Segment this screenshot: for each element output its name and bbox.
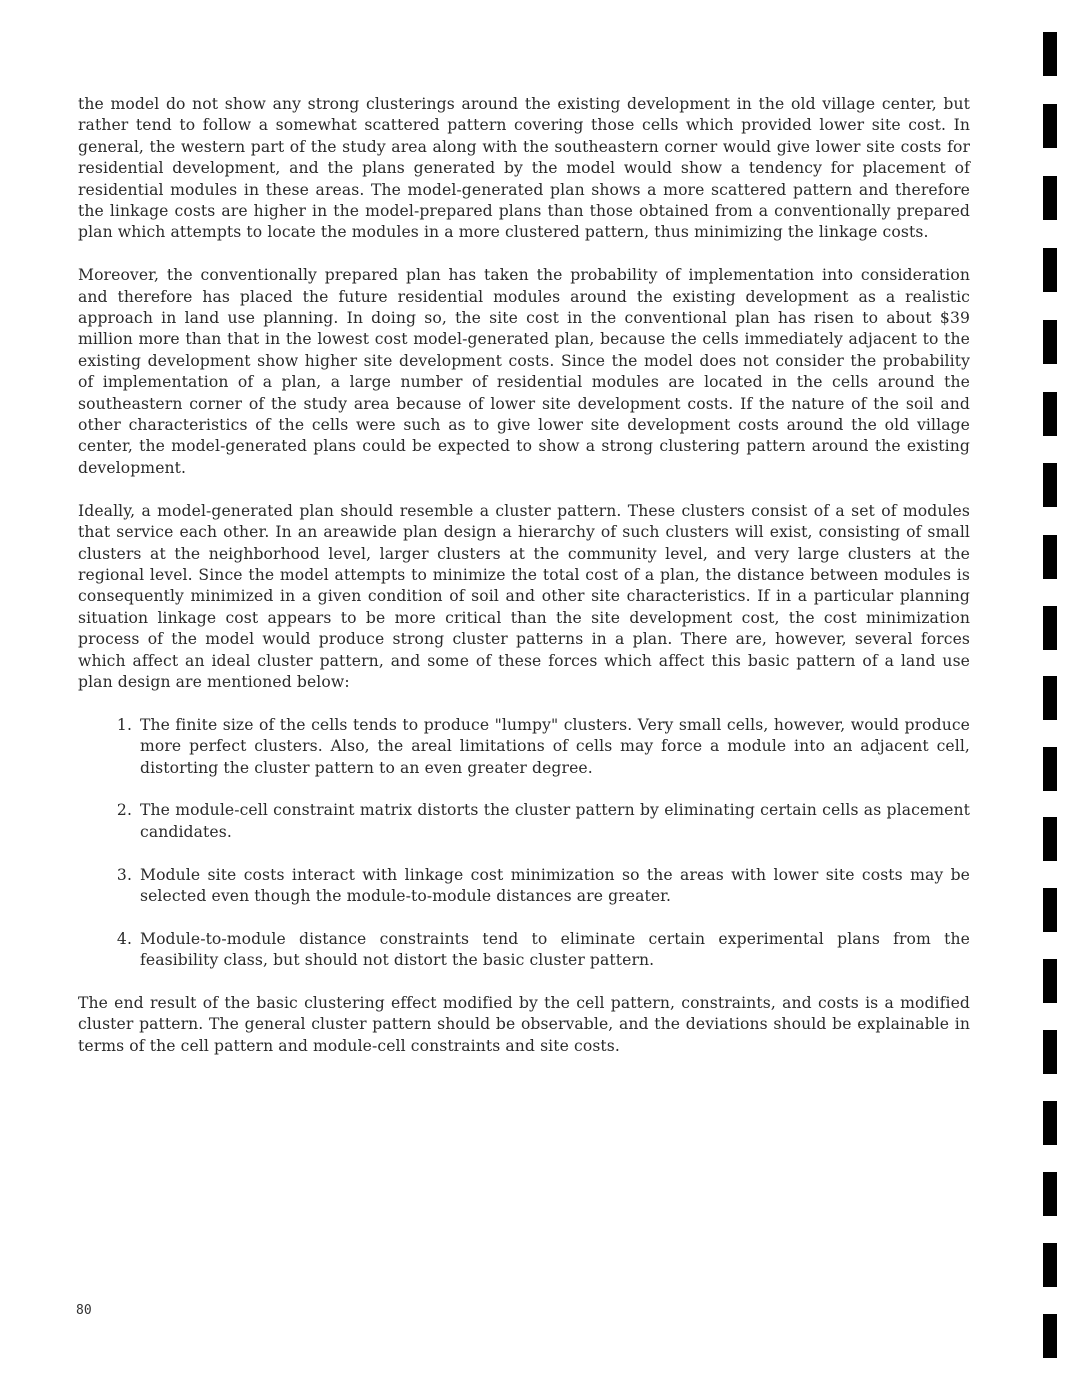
cluster-forces-list xyxy=(78,715,970,972)
timing-mark xyxy=(1043,1314,1057,1358)
timing-mark xyxy=(1043,535,1057,579)
timing-mark xyxy=(1043,1243,1057,1287)
list-item-text: The module-cell constraint matrix distorts the cluster pattern by eliminating certain cells as placement candidates. xyxy=(140,801,970,841)
timing-mark xyxy=(1043,176,1057,220)
timing-mark xyxy=(1043,959,1057,1003)
timing-mark xyxy=(1043,676,1057,720)
timing-mark xyxy=(1043,1030,1057,1074)
timing-mark xyxy=(1043,248,1057,292)
timing-mark xyxy=(1043,606,1057,650)
list-item-text: Module-to-module distance constraints tend to eliminate certain experimental plans from the feasibility class, but should not distort the basic cluster pattern. xyxy=(140,929,970,970)
timing-mark xyxy=(1043,32,1057,76)
scan-timing-marks xyxy=(1043,0,1063,1380)
timing-mark xyxy=(1043,1172,1057,1216)
timing-mark xyxy=(1043,320,1057,364)
timing-mark xyxy=(1043,747,1057,791)
list-item xyxy=(78,800,970,843)
list-item-number: 4. xyxy=(116,929,132,948)
paragraph-conventional-plan: Moreover, the conventionally prepared plan has taken the probability of implementation into consideration and therefore has placed the future residential modules around the existing development as a realistic approach in land use planning. In doing so, the site cost in the conventional plan has risen to about $39 million more than that in the lowest cost model-generated plan, because the cells immediately adjacent to the existing development show higher site development costs. Since the model does not consider the probability of implementation of a plan, a large number of residential modules are located in the cells around the southeastern corner of the study area because of lower site development costs. If the nature of the soil and other characteristics of the cells were such as to give lower site development costs around the old village center, the model-generated plans could be expected to show a strong clustering pattern around the existing development. xyxy=(78,266,970,477)
list-item-number: 3. xyxy=(116,865,132,884)
timing-mark xyxy=(1043,463,1057,507)
timing-mark xyxy=(1043,817,1057,861)
list-item-text: Module site costs interact with linkage cost minimization so the areas with lower site costs may be selected even though the module-to-module distances are greater. xyxy=(140,865,970,905)
list-item xyxy=(78,865,970,908)
list-item-text: The finite size of the cells tends to produce "lumpy" clusters. Very small cells, however, would produce more perfect clusters. Also, the areal limitations of cells may force a module into an adjacent cell, distorting the cluster pattern to an even greater degree. xyxy=(140,715,970,777)
timing-mark xyxy=(1043,1101,1057,1145)
page-number: 80 xyxy=(76,1303,92,1318)
list-item xyxy=(78,715,970,779)
list-item xyxy=(78,929,970,972)
document-body xyxy=(78,94,970,1079)
list-item-number: 1. xyxy=(116,715,132,734)
timing-mark xyxy=(1043,888,1057,932)
paragraph-ideal-cluster: Ideally, a model-generated plan should resemble a cluster pattern. These clusters consist of a set of modules that service each other. In an areawide plan design a hierarchy of such clusters will exist, consisting of small clusters at the neighborhood level, larger clusters at the community level, and very large clusters at the regional level. Since the model attempts to minimize the total cost of a plan, the distance between modules is consequently minimized in a given condition of soil and other site characteristics. If in a particular planning situation linkage cost appears to be more critical than the site development cost, the cost minimization process of the model would produce strong cluster patterns in a plan. There are, however, several forces which affect an ideal cluster pattern, and some of these forces which affect this basic pattern of a land use plan design are mentioned below: xyxy=(78,501,970,691)
timing-mark xyxy=(1043,104,1057,148)
list-item-number: 2. xyxy=(116,801,132,820)
timing-mark xyxy=(1043,392,1057,436)
paragraph-closing: The end result of the basic clustering effect modified by the cell pattern, constraints, and costs is a modified cluster pattern. The general cluster pattern should be observable, and the deviations should be explainable in terms of the cell pattern and module-cell constraints and site costs. xyxy=(78,993,970,1055)
paragraph-model-scatter: the model do not show any strong clusterings around the existing development in the old village center, but rather tend to follow a somewhat scattered pattern covering those cells which provided lower site cost. In general, the western part of the study area along with the southeastern corner would give lower site costs for residential development, and the plans generated by the model would show a tendency for placement of residential modules in these areas. The model-generated plan shows a more scattered pattern and therefore the linkage costs are higher in the model-prepared plans than those obtained from a conventionally prepared plan which attempts to locate the modules in a more clustered pattern, thus minimizing the linkage costs. xyxy=(78,95,970,242)
